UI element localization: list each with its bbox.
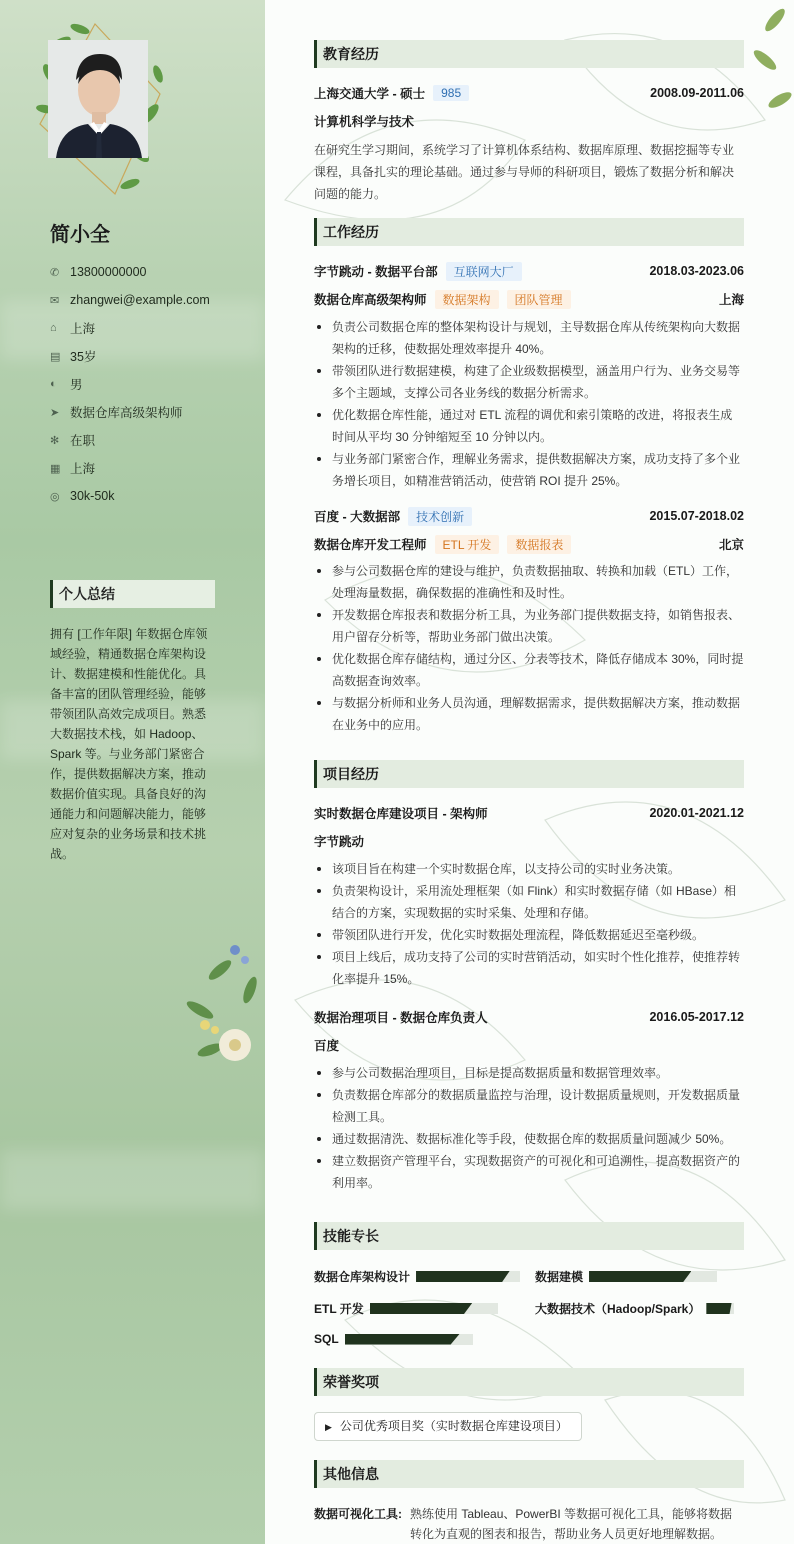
list-item: 带领团队进行开发，优化实时数据处理流程，降低数据延迟至毫秒级。	[314, 924, 744, 946]
info-position: ➤ 数据仓库高级架构师	[50, 406, 183, 420]
major-row	[314, 111, 744, 131]
skill-bar-fill	[370, 1303, 472, 1314]
mail-icon: ✉	[50, 294, 60, 307]
award-text: 公司优秀项目奖（实时数据仓库建设项目）	[339, 1419, 568, 1433]
list-item: 负责数据仓库部分的数据质量监控与治理，设计数据质量规则，开发数据质量检测工具。	[314, 1084, 744, 1128]
other-key: 数据可视化工具:	[314, 1507, 402, 1521]
age-icon: ▤	[50, 350, 61, 363]
info-salary: ◎ 30k-50k	[50, 489, 115, 503]
job-date: 2018.03-2023.06	[649, 264, 744, 278]
job-city: 上海	[718, 293, 744, 307]
skill-bar	[416, 1271, 520, 1282]
projects-heading: 项目经历	[314, 760, 744, 788]
list-item: 负责公司数据仓库的整体架构设计与规划，主导数据仓库从传统架构向大数据架构的迁移，使数据处理效率提升 40%。	[314, 316, 744, 360]
job-date: 2015.07-2018.02	[649, 509, 744, 523]
list-item: 参与公司数据治理项目，目标是提高数据质量和数据管理效率。	[314, 1062, 744, 1084]
list-item: 该项目旨在构建一个实时数据仓库，以支持公司的实时业务决策。	[314, 858, 744, 880]
skill-item	[535, 1300, 734, 1317]
skill-item	[314, 1332, 473, 1346]
list-item: 负责架构设计，采用流处理框架（如 Flink）和实时数据存储（如 HBase）相结合的方案，实现数据的实时采集、处理和存储。	[314, 880, 744, 924]
role-tag: 团队管理	[507, 290, 571, 309]
job-role: 数据仓库开发工程师	[314, 538, 427, 552]
status-icon: ✻	[50, 434, 60, 447]
info-email: ✉ zhangwei@example.com	[50, 293, 210, 307]
role-tag: 数据架构	[435, 290, 499, 309]
list-item: 优化数据仓库性能，通过对 ETL 流程的调优和索引策略的改进，将报表生成时间从平均 30 分钟缩短至 10 分钟以内。	[314, 404, 744, 448]
skills-heading: 技能专长	[314, 1222, 744, 1250]
info-city: ▦ 上海	[50, 462, 96, 476]
project-bullets	[314, 1062, 744, 1194]
list-item: 与数据分析师和业务人员沟通，理解数据需求，提供数据解决方案，推动数据在业务中的应用。	[314, 692, 744, 736]
list-item: 优化数据仓库存储结构，通过分区、分表等技术，降低存储成本 30%，同时提高数据查询效率。	[314, 648, 744, 692]
skill-bar	[706, 1303, 734, 1314]
info-gender: ◐ 男	[50, 378, 83, 392]
city-icon: ▦	[50, 462, 61, 475]
job-bullets	[314, 560, 744, 736]
skill-item	[314, 1268, 520, 1285]
home-icon: ⌂	[50, 322, 57, 334]
education-desc: 在研究生学习期间，系统学习了计算机体系结构、数据库原理、数据挖掘等专业课程，具备扎实的理论基础。通过参与导师的科研项目，锻炼了数据分析和解决问题的能力。	[314, 143, 735, 201]
sidebar	[0, 0, 265, 1544]
project-row	[314, 803, 744, 823]
skill-name: SQL	[314, 1332, 339, 1346]
job-city: 北京	[718, 538, 744, 552]
corner-leaf-icon	[745, 0, 794, 130]
skill-name: 数据建模	[535, 1270, 584, 1284]
job-role: 数据仓库高级架构师	[314, 293, 427, 307]
school-tag: 985	[433, 85, 469, 101]
job-row	[314, 261, 744, 281]
project-bullets	[314, 858, 744, 990]
skill-item	[535, 1268, 717, 1285]
other-value: 熟练使用 Tableau、PowerBI 等数据可视化工具，能够将数据转化为直观的图表和报告，帮助业务人员更好地理解数据。	[410, 1507, 733, 1541]
project-company-row	[314, 831, 744, 851]
info-status: ✻ 在职	[50, 434, 96, 448]
skill-bar	[370, 1303, 498, 1314]
skill-name: 大数据技术（Hadoop/Spark）	[535, 1302, 701, 1316]
awards-heading: 荣誉奖项	[314, 1368, 744, 1396]
summary-heading: 个人总结	[50, 580, 215, 608]
job-company: 字节跳动 - 数据平台部	[314, 265, 438, 279]
skill-bar-fill	[706, 1303, 731, 1314]
project-date: 2020.01-2021.12	[649, 806, 744, 820]
skill-bar	[345, 1334, 473, 1345]
award-item[interactable]	[314, 1412, 582, 1441]
skill-name: ETL 开发	[314, 1302, 364, 1316]
skill-bar-fill	[345, 1334, 460, 1345]
job-role-row	[314, 534, 744, 554]
info-age: ▤ 35岁	[50, 350, 97, 364]
work-heading: 工作经历	[314, 218, 744, 246]
project-company-row	[314, 1035, 744, 1055]
other-heading: 其他信息	[314, 1460, 744, 1488]
company-tag: 互联网大厂	[446, 262, 522, 281]
skill-bar-fill	[589, 1271, 691, 1282]
info-home: ⌂ 上海	[50, 322, 96, 336]
education-heading: 教育经历	[314, 40, 744, 68]
project-row	[314, 1007, 744, 1027]
project-name: 数据治理项目 - 数据仓库负责人	[314, 1011, 488, 1025]
project-name: 实时数据仓库建设项目 - 架构师	[314, 807, 488, 821]
list-item: 参与公司数据仓库的建设与维护，负责数据抽取、转换和加载（ETL）工作，处理海量数据，确保数据的准确性和及时性。	[314, 560, 744, 604]
avatar-portrait-icon	[48, 40, 148, 158]
decor-wash	[0, 1150, 265, 1210]
avatar	[48, 40, 150, 158]
list-item: 通过数据清洗、数据标准化等手段，使数据仓库的数据质量问题减少 50%。	[314, 1128, 744, 1150]
role-tag: 数据报表	[507, 535, 571, 554]
info-phone: ✆ 13800000000	[50, 265, 147, 279]
list-item: 建立数据资产管理平台，实现数据资产的可视化和可追溯性，提高数据资产的利用率。	[314, 1150, 744, 1194]
company-tag: 技术创新	[408, 507, 472, 526]
project-date: 2016.05-2017.12	[649, 1010, 744, 1024]
gender-icon: ◐	[50, 378, 57, 390]
education-date: 2008.09-2011.06	[650, 86, 744, 100]
summary-text: 拥有 [工作年限] 年数据仓库领域经验，精通数据仓库架构设计、数据建模和性能优化。具备丰富的团队管理经验，能够带领团队高效完成项目。熟悉大数据技术栈，如 Hadoop、Spark 等。与业务部门紧密合作，提供数据解决方案，推动数据价值实现。具备良好的沟通能力和问题解决能力，能够应对复杂的业务场景和技术挑战。	[50, 627, 208, 861]
education-row	[314, 83, 744, 103]
skill-bar-fill	[416, 1271, 510, 1282]
main-content	[265, 0, 794, 1544]
phone-icon: ✆	[50, 266, 60, 279]
school-name: 上海交通大学 - 硕士	[314, 87, 426, 101]
other-item	[314, 1504, 744, 1544]
job-company: 百度 - 大数据部	[314, 510, 401, 524]
flower-decoration-icon	[180, 930, 265, 1090]
major: 计算机科学与技术	[314, 115, 415, 129]
project-company: 百度	[314, 1039, 340, 1053]
skill-item	[314, 1300, 498, 1317]
position-icon: ➤	[50, 406, 60, 419]
project-company: 字节跳动	[314, 835, 365, 849]
skill-name: 数据仓库架构设计	[314, 1270, 411, 1284]
play-triangle-icon: ▶	[325, 1422, 332, 1432]
profile-name: 简小全	[50, 224, 110, 246]
list-item: 项目上线后，成功支持了公司的实时营销活动，如实时个性化推荐，使推荐转化率提升 15%。	[314, 946, 744, 990]
job-row	[314, 506, 744, 526]
role-tag: ETL 开发	[435, 535, 500, 554]
contact-info-list	[50, 258, 210, 510]
list-item: 与业务部门紧密合作，理解业务需求，提供数据解决方案，成功支持了多个业务增长项目，如精准营销活动，使营销 ROI 提升 25%。	[314, 448, 744, 492]
list-item: 开发数据仓库报表和数据分析工具，为业务部门提供数据支持，如销售报表、用户留存分析等，帮助业务部门做出决策。	[314, 604, 744, 648]
job-role-row	[314, 289, 744, 309]
salary-icon: ◎	[50, 490, 60, 503]
job-bullets	[314, 316, 744, 492]
skill-bar	[589, 1271, 717, 1282]
list-item: 带领团队进行数据建模，构建了企业级数据模型，涵盖用户行为、业务交易等多个主题域，支撑公司各业务线的数据分析需求。	[314, 360, 744, 404]
